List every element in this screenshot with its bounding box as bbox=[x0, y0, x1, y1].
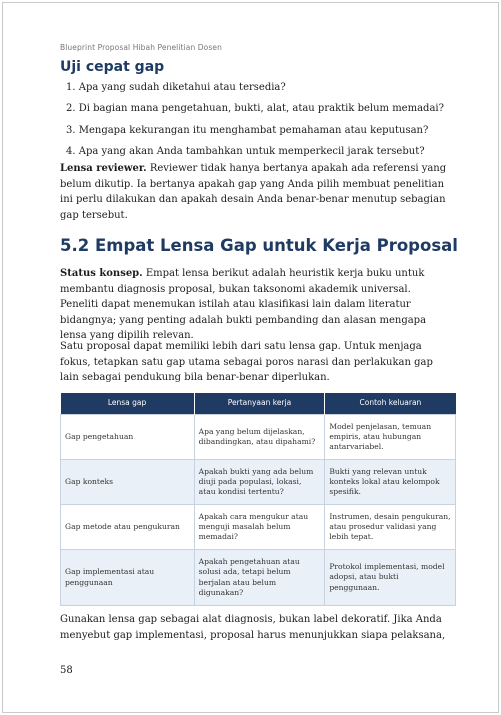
question-item: 1. Apa yang sudah diketahui atau tersedia? bbox=[66, 82, 286, 93]
table-cell: Apakah bukti yang ada belum diuji pada populasi, lokasi, atau kondisi tertentu? bbox=[194, 460, 325, 505]
table-cell: Model penjelasan, temuan empiris, atau hubungan antarvariabel. bbox=[325, 415, 456, 460]
table-cell: Bukti yang relevan untuk konteks lokal atau kelompok spesifik. bbox=[325, 460, 456, 505]
section-heading: 5.2 Empat Lensa Gap untuk Kerja Proposal bbox=[60, 236, 458, 255]
question-item: 2. Di bagian mana pengetahuan, bukti, alat, atau praktik belum memadai? bbox=[66, 103, 444, 115]
column-header: Contoh keluaran bbox=[325, 393, 456, 415]
table-cell: Gap metode atau pengukuran bbox=[61, 505, 195, 550]
table-cell: Apakah cara mengukur atau menguji masalah belum memadai? bbox=[194, 505, 325, 550]
table-cell: Instrumen, desain pengukuran, atau prosedur validasi yang lebih tepat. bbox=[325, 505, 456, 550]
question-item: 4. Apa yang akan Anda tambahkan untuk memperkecil jarak tersebut? bbox=[66, 145, 425, 157]
table-row bbox=[61, 550, 456, 606]
reviewer-lens-paragraph bbox=[60, 161, 450, 223]
gap-lens-table bbox=[60, 393, 456, 606]
table-cell: Gap implementasi atau penggunaan bbox=[61, 550, 195, 606]
concept-status-label: Status konsep. bbox=[60, 268, 143, 279]
table-row bbox=[61, 460, 456, 505]
reviewer-lens-text: Reviewer tidak hanya bertanya apakah ada referensi yang belum dikutip. Ia bertanya apakah gap yang Anda pilih membuat penelitian ini perlu dilakukan dan apakah desain Anda benar-benar menutup sebagian gap tersebut. bbox=[60, 163, 447, 221]
running-header: Blueprint Proposal Hibah Penelitian Dosen bbox=[60, 43, 222, 52]
question-list bbox=[66, 82, 456, 167]
table-cell: Gap pengetahuan bbox=[61, 415, 195, 460]
table-cell: Apakah pengetahuan atau solusi ada, tetapi belum berjalan atau belum digunakan? bbox=[194, 550, 325, 606]
table-cell: Protokol implementasi, model adopsi, atau bukti penggunaan. bbox=[325, 550, 456, 606]
page-number: 58 bbox=[60, 665, 73, 676]
table-row bbox=[61, 415, 456, 460]
table-cell: Apa yang belum dijelaskan, dibandingkan, atau dipahami? bbox=[194, 415, 325, 460]
table-header-row bbox=[61, 393, 456, 415]
intro-paragraph: Satu proposal dapat memiliki lebih dari satu lensa gap. Untuk menjaga fokus, tetapkan satu gap utama sebagai poros narasi dan perlakukan gap lain sebagai pendukung bila benar-benar diperlukan. bbox=[60, 341, 433, 384]
closing-paragraph: Gunakan lensa gap sebagai alat diagnosis, bukan label dekoratif. Jika Anda menyebut gap implementasi, proposal harus menunjukkan siapa pelaksana, bbox=[60, 614, 446, 641]
column-header: Lensa gap bbox=[61, 393, 195, 415]
table-row bbox=[61, 505, 456, 550]
concept-status-text: Empat lensa berikut adalah heuristik kerja buku untuk membantu diagnosis proposal, bukan taksonomi akademik universal. Peneliti dapat menemukan istilah atau klasifikasi lain dalam literatur bidangnya; yang penting adalah bukti pembanding dan alasan mengapa lensa yang dipilih relevan. bbox=[60, 268, 427, 342]
reviewer-lens-label: Lensa reviewer. bbox=[60, 163, 147, 174]
table-cell: Gap konteks bbox=[61, 460, 195, 505]
quick-test-heading: Uji cepat gap bbox=[60, 59, 165, 75]
concept-status-paragraph bbox=[60, 266, 450, 344]
column-header: Pertanyaan kerja bbox=[194, 393, 325, 415]
question-item: 3. Mengapa kekurangan itu menghambat pemahaman atau keputusan? bbox=[66, 124, 429, 136]
